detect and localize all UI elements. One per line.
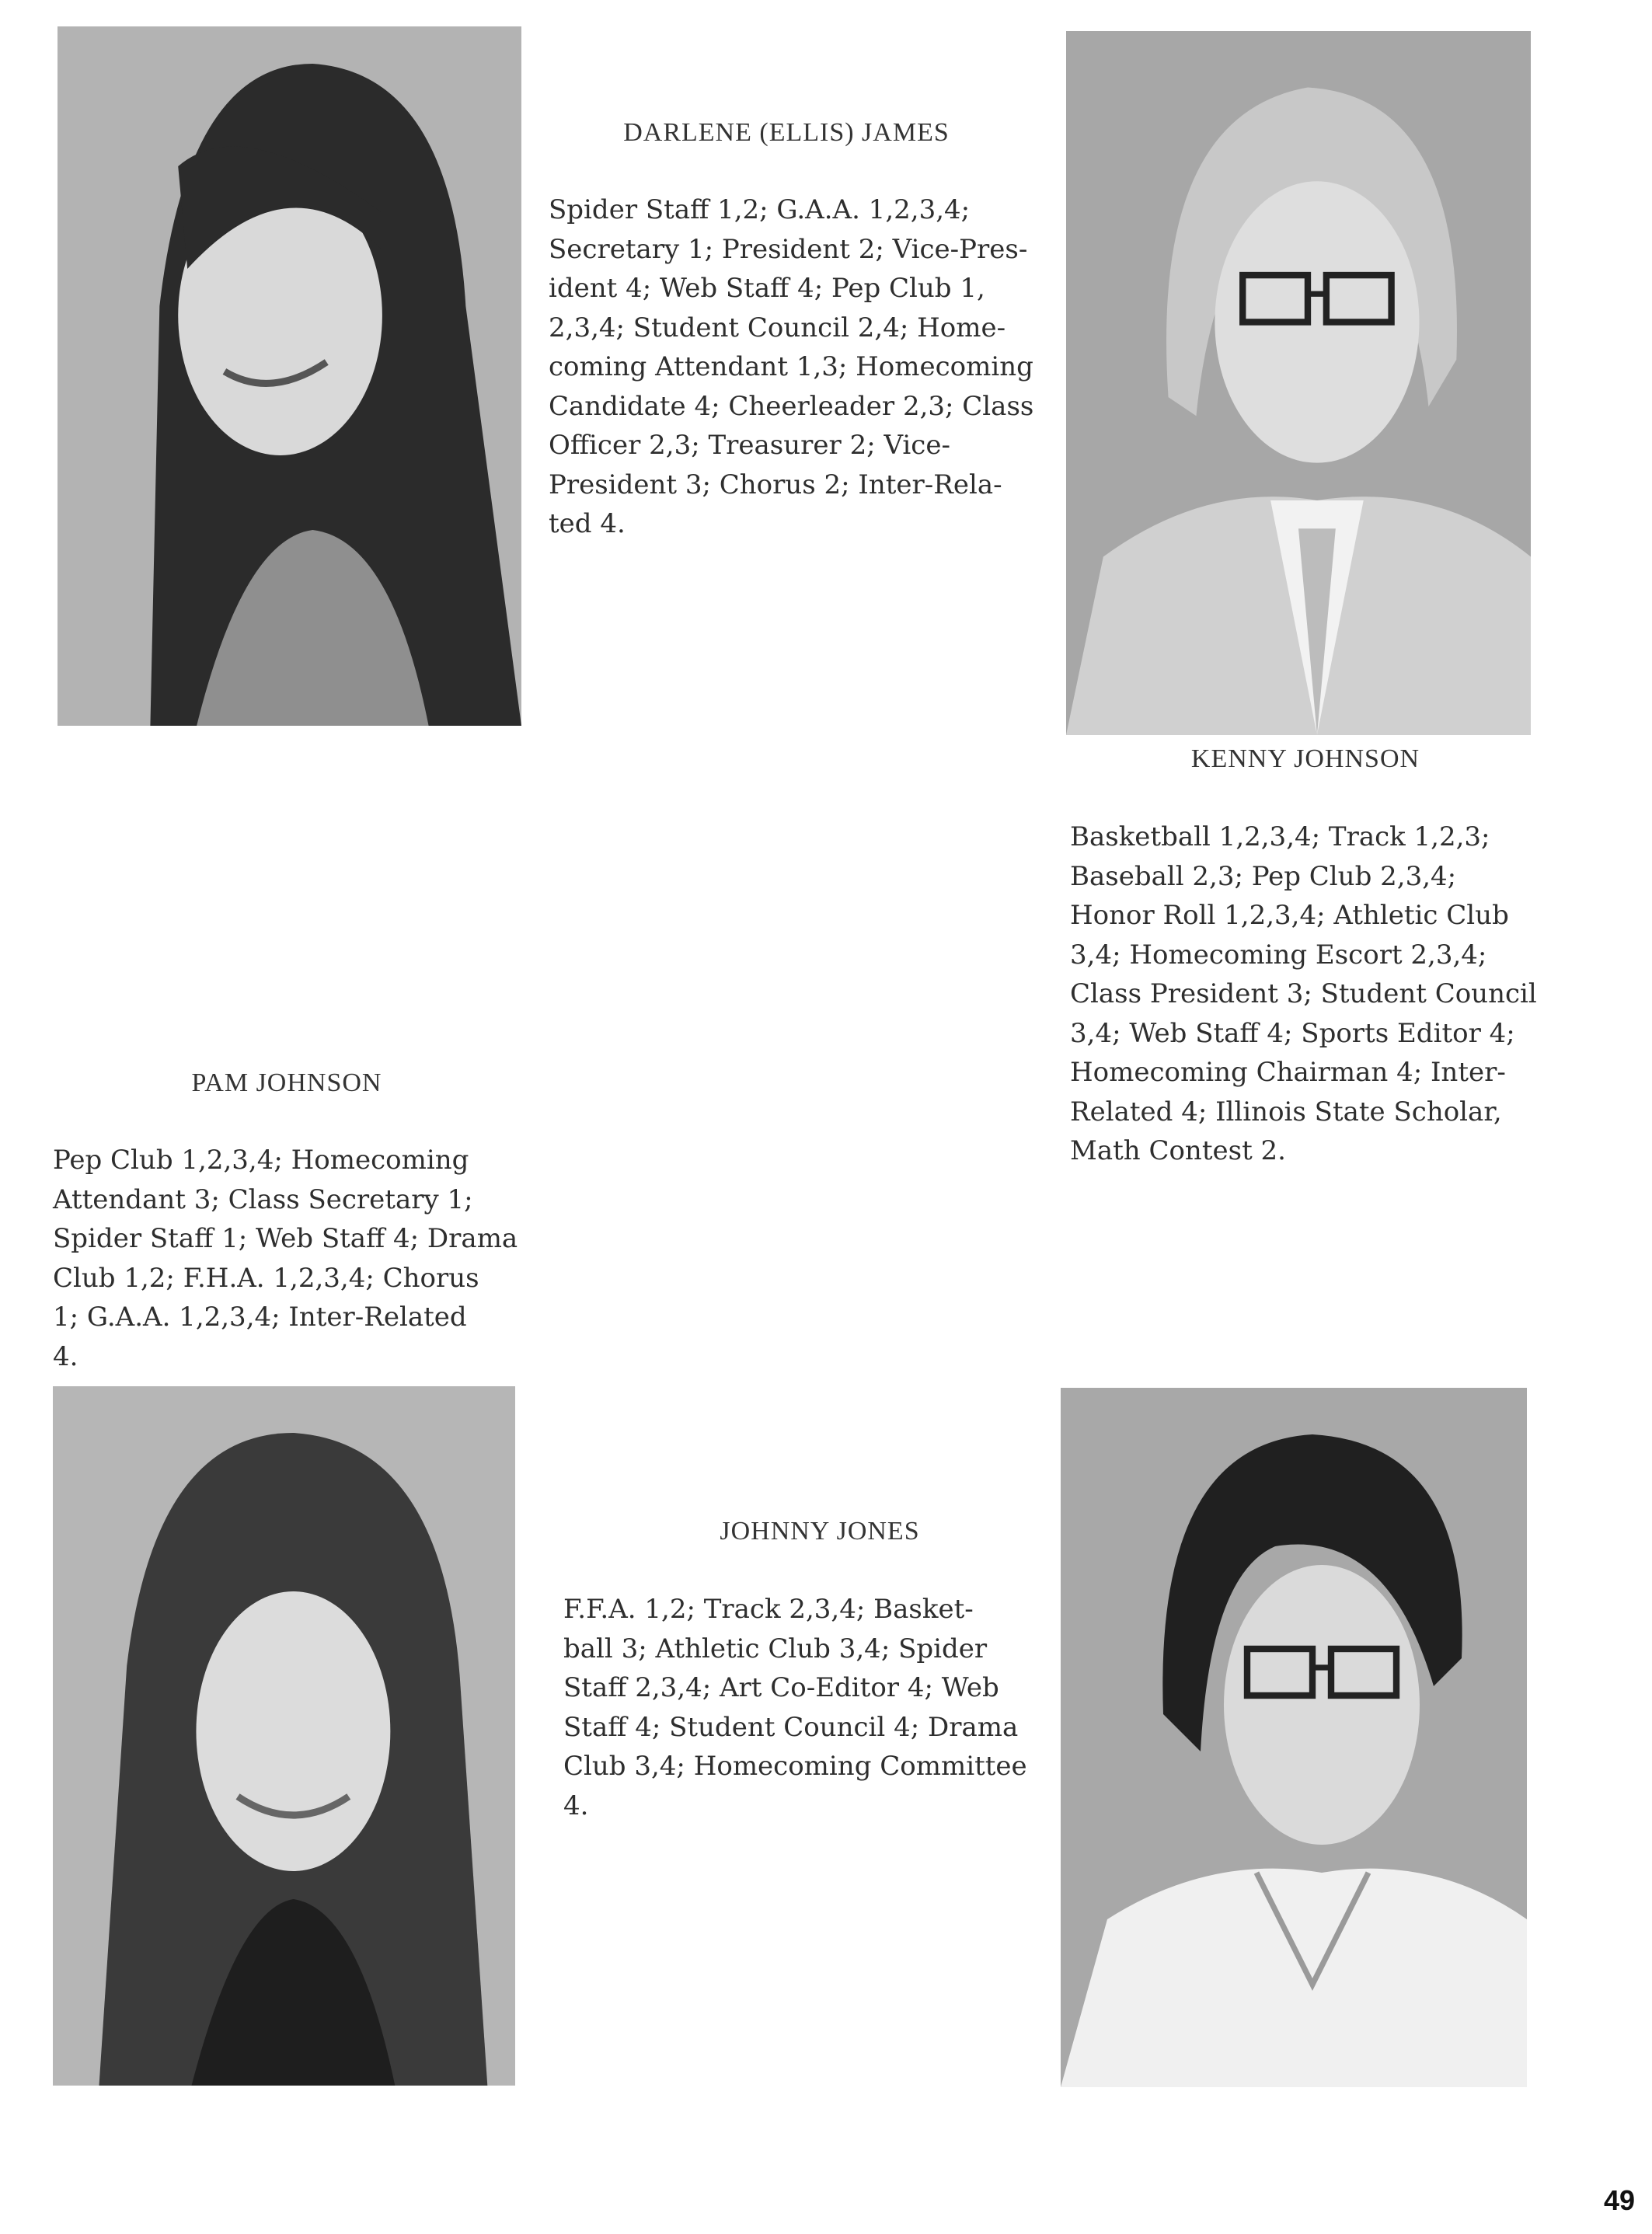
portrait-photo-kenny-image <box>1066 31 1531 735</box>
student-activities-pam: Pep Club 1,2,3,4; Homecoming Attendant 3; Class Secretary 1; Spider Staff 1; Web Staff 4; Drama Club 1,2; F.H.A. 1,2,3,4; Chorus 1; G.A.A. 1,2,3,4; Inter-Related 4. <box>53 1145 518 1372</box>
portrait-photo-pam <box>53 1386 515 2086</box>
student-name-johnny: JOHNNY JONES <box>720 1517 920 1546</box>
student-name-pam: PAM JOHNSON <box>191 1068 382 1097</box>
student-name-darlene: DARLENE (ELLIS) JAMES <box>623 118 950 147</box>
page-number: 49 <box>1603 2184 1635 2216</box>
student-activities-johnny: F.F.A. 1,2; Track 2,3,4; Basket- ball 3; Athletic Club 3,4; Spider Staff 2,3,4; Art Co-Editor 4; Web Staff 4; Student Council 4; Drama Club 3,4; Homecoming Committee 4. <box>563 1594 1027 1821</box>
portrait-photo-darlene <box>58 26 521 726</box>
student-activities-darlene: Spider Staff 1,2; G.A.A. 1,2,3,4; Secretary 1; President 2; Vice-Pres- ident 4; Web Staff 4; Pep Club 1, 2,3,4; Student Council 2,4; Home- coming Attendant 1,3; Homecoming Candidate 4; Cheerleader 2,3; Class Officer 2,3; Treasurer 2; Vice- President 3; Chorus 2; Inter-Rela- ted 4. <box>549 194 1034 539</box>
portrait-photo-kenny <box>1066 31 1531 735</box>
student-activities-kenny: Basketball 1,2,3,4; Track 1,2,3; Baseball 2,3; Pep Club 2,3,4; Honor Roll 1,2,3,4; Athletic Club 3,4; Homecoming Escort 2,3,4; Class President 3; Student Council 3,4; Web Staff 4; Sports Editor 4; Homecoming Chairman 4; Inter- Related 4; Illinois State Scholar, Math Contest 2. <box>1070 821 1537 1166</box>
student-name-kenny: KENNY JOHNSON <box>1190 744 1420 773</box>
portrait-photo-johnny <box>1061 1388 1527 2087</box>
portrait-photo-pam-image <box>53 1386 515 2086</box>
portrait-photo-darlene-image <box>58 26 521 726</box>
portrait-photo-johnny-image <box>1061 1388 1527 2087</box>
